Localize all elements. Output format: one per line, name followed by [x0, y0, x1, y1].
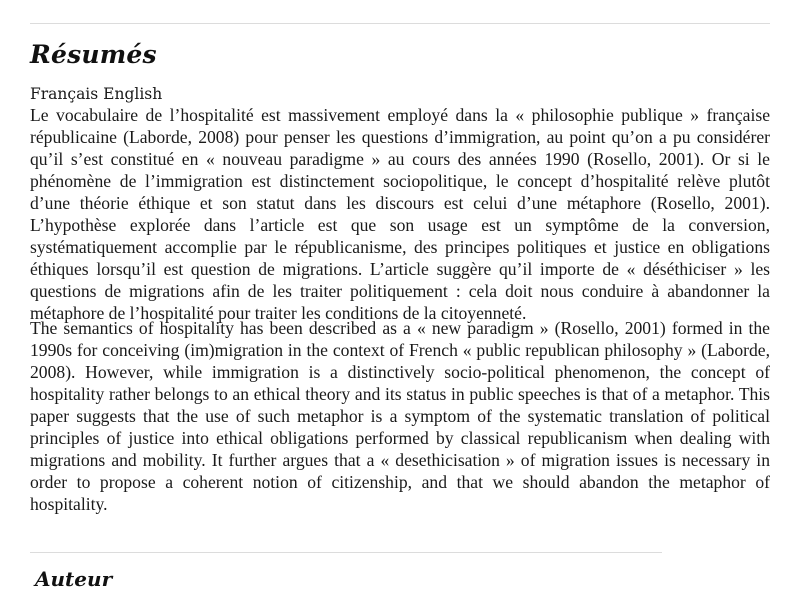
author-heading: Auteur: [35, 567, 113, 591]
language-switcher: [30, 84, 162, 104]
language-link-english[interactable]: English: [103, 85, 163, 103]
section-divider: [30, 552, 662, 553]
french-abstract: Le vocabulaire de l’hospitalité est massivement employé dans la « philosophie publique » française républicaine (Laborde, 2008) pour penser les questions d’immigration, au point qu’on a pu considérer qu’il s’est constitué en « nouveau paradigme » au cours des années 1990 (Rosello, 2001). Or si le phénomène de l’immigration est distinctement sociopolitique, le concept d’hospitalité relève plutôt d’une théorie éthique et son statut dans les discours est celui d’une métaphore (Rosello, 2001). L’hypothèse explorée dans l’article est que son usage est un symptôme de la conversion, systématiquement accomplie par le républicanisme, des principes politiques et justice en obligations éthiques lorsqu’il est question de migrations. L’article suggère qu’il importe de « déséthiciser » les questions de migrations afin de les traiter politiquement : cela doit nous conduire à abandonner la métaphore de l’hospitalité pour traiter les conditions de la citoyenneté.: [30, 105, 770, 323]
language-link-french[interactable]: Français: [30, 85, 99, 103]
summaries-heading: Résumés: [30, 40, 157, 69]
english-abstract: The semantics of hospitality has been described as a « new paradigm » (Rosello, 2001) formed in the 1990s for conceiving (im)migration in the context of French « public republican philosophy » (Laborde, 2008). However, while immigration is a distinctively socio-political phenomenon, the concept of hospitality rather belongs to an ethical theory and its status in public speeches is that of a metaphor. This paper suggests that the use of such metaphor is a symptom of the systematic translation of political principles of justice into ethical obligations performed by classical republicanism when dealing with migrations and mobility. It further argues that a « desethicisation » of migration issues is necessary in order to propose a coherent notion of citizenship, and that we should abandon the metaphor of hospitality.: [30, 318, 770, 514]
top-divider: [30, 23, 770, 24]
